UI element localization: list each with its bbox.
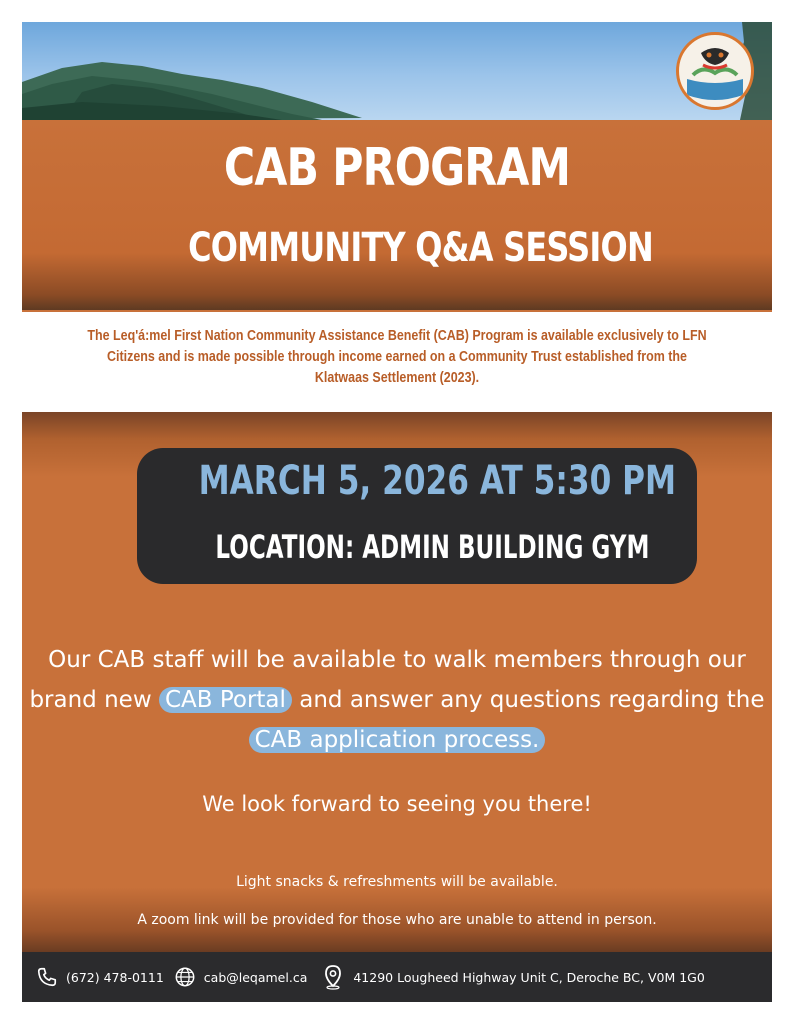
phone-contact <box>36 966 164 988</box>
phone-icon <box>36 966 58 988</box>
intro-section <box>22 312 772 412</box>
application-process-highlight: CAB application process. <box>249 727 546 753</box>
event-datetime: MARCH 5, 2026 AT 5:30 PM <box>198 458 677 504</box>
page-title: CAB PROGRAM <box>223 138 571 198</box>
leqamel-logo-icon <box>676 32 754 110</box>
event-info-box <box>137 448 697 584</box>
mountain-landscape <box>22 22 772 120</box>
description-text-2: and answer any questions regarding the <box>299 687 765 713</box>
cab-portal-highlight: CAB Portal <box>159 687 292 713</box>
event-details-section <box>22 412 772 952</box>
address-contact <box>321 964 704 990</box>
email-contact <box>174 966 308 988</box>
event-location: LOCATION: ADMIN BUILDING GYM <box>215 528 650 566</box>
snacks-note: Light snacks & refreshments will be available. <box>236 874 558 890</box>
email-address: cab@leqamel.ca <box>203 969 308 985</box>
title-section <box>22 120 772 310</box>
page-subtitle: COMMUNITY Q&A SESSION <box>188 225 653 271</box>
globe-icon <box>174 966 196 988</box>
mountain-banner <box>22 22 772 120</box>
event-description <box>22 640 772 760</box>
flyer <box>22 22 772 1002</box>
zoom-note: A zoom link will be provided for those who are unable to attend in person. <box>137 912 657 928</box>
phone-number: (672) 478-0111 <box>66 969 164 985</box>
contact-footer <box>22 952 772 1002</box>
street-address: 41290 Lougheed Highway Unit C, Deroche BC, V0M 1G0 <box>353 969 705 985</box>
closing-message: We look forward to seeing you there! <box>202 792 592 816</box>
intro-text: The Leq'á:mel First Nation Community Assistance Benefit (CAB) Program is available exclusively to LFN Citizens and is made possible through income earned on a Community Trust established from the Klatwaas Settlement (2023). <box>87 328 707 386</box>
description-text-1: Our CAB staff will be available to walk members through our brand new <box>29 647 746 713</box>
location-pin-icon <box>321 964 345 990</box>
